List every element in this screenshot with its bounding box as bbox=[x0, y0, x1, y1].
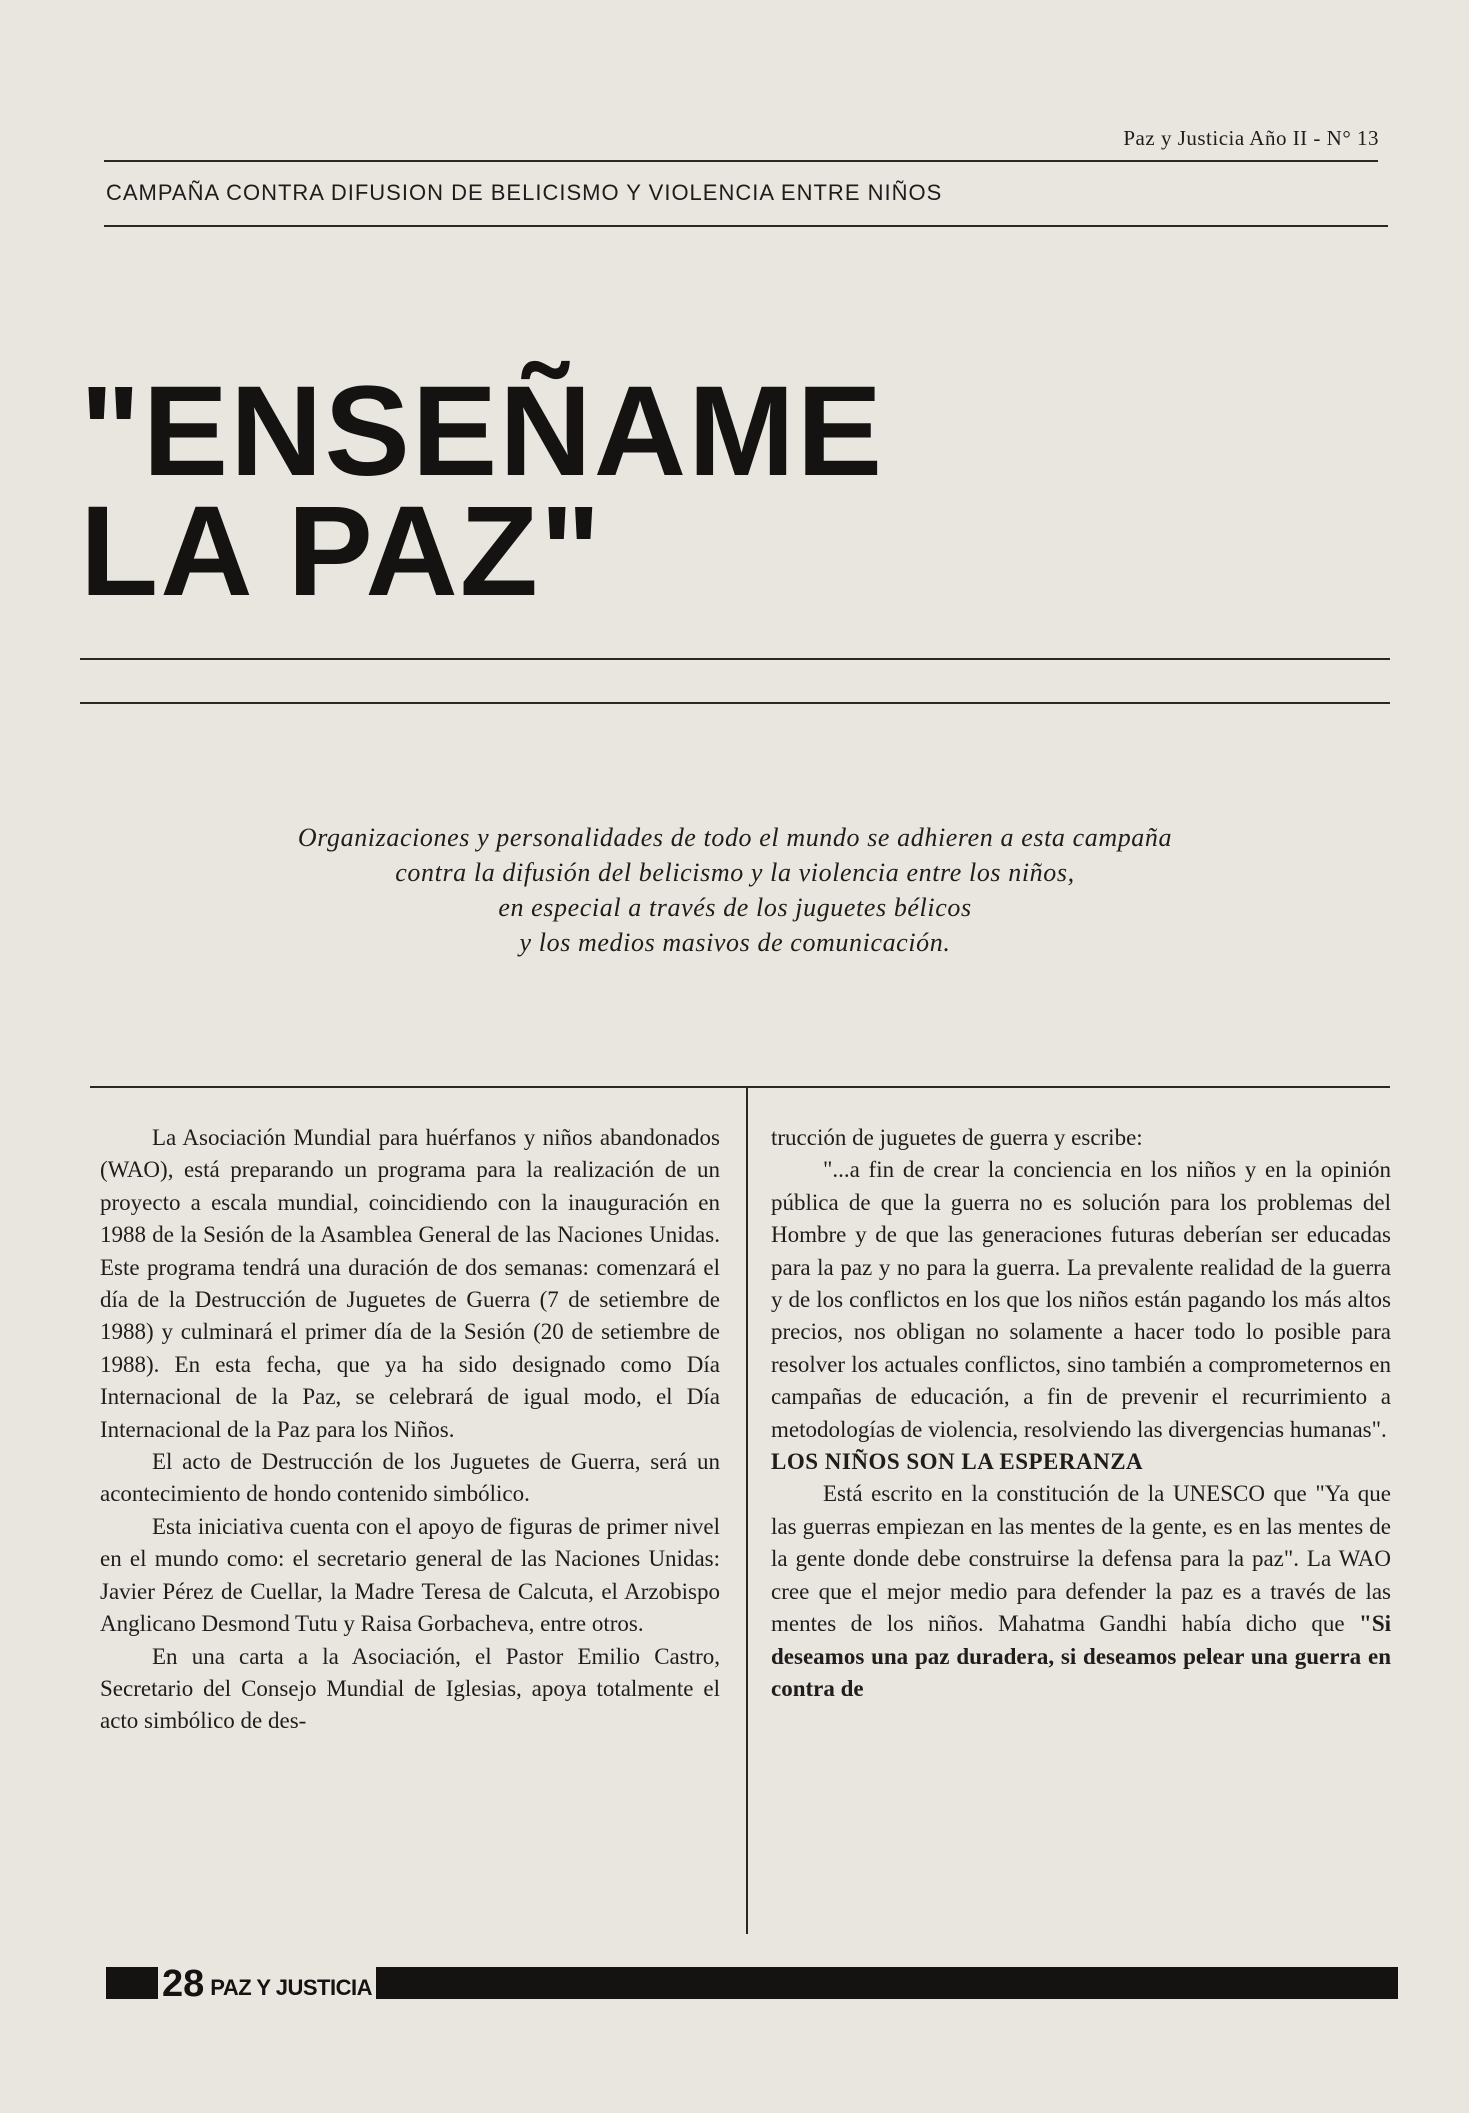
paragraph: trucción de juguetes de guerra y escribe: bbox=[771, 1125, 1143, 1150]
subtitle-line: contra la difusión del belicismo y la violencia entre los niños, bbox=[395, 858, 1075, 887]
publication-name: PAZ Y JUSTICIA bbox=[210, 1975, 372, 2000]
paragraph-text: Está escrito en la constitución de la UNESCO que "Ya que las guerras empiezan en las mentes de la gente, es en las mentes de la gente donde debe construirse la defensa para la paz". La WAO cree que el mejor medio para defender la paz es a través de las mentes de los niños. Mahatma Gandhi había dicho que bbox=[771, 1481, 1391, 1637]
headline-rule-bottom bbox=[80, 702, 1390, 704]
section-kicker: CAMPAÑA CONTRA DIFUSION DE BELICISMO Y VIOLENCIA ENTRE NIÑOS bbox=[106, 180, 943, 205]
subtitle bbox=[180, 820, 1290, 960]
subtitle-line: Organizaciones y personalidades de todo el mundo se adhieren a esta campaña bbox=[297, 823, 1173, 852]
headline-rule-top bbox=[80, 658, 1390, 660]
paragraph: En una carta a la Asociación, el Pastor Emilio Castro, Secretario del Consejo Mundial de Iglesias, apoya totalmente el acto simbólico de des- bbox=[100, 1643, 720, 1734]
issue-label: Paz y Justicia Año II - N° 13 bbox=[1123, 126, 1379, 150]
bold-quote: "Si deseamos una paz duradera, si deseamos pelear una guerra en contra de bbox=[771, 1611, 1391, 1701]
subtitle-line: y los medios masivos de comunicación. bbox=[519, 928, 951, 957]
article-column-right bbox=[771, 1122, 1391, 1705]
headline-line-1: "ENSEÑAME bbox=[80, 360, 885, 503]
quote-paragraph: "...a fin de crear la conciencia en los niños y en la opinión pública de que la guerra no es solución para los problemas del Hombre y de que las generaciones futuras deberían ser educadas para la paz y no para la guerra. La prevalente realidad de la guerra y de los conflictos en los que los niños están pagando los más altos precios, nos obligan no solamente a hacer todo lo posible para resolver los actuales conflictos, sino también a comprometernos en campañas de educación, a fin de prevenir el recurrimiento a metodologías de violencia, resolviendo las divergencias humanas". bbox=[771, 1157, 1391, 1442]
paragraph: La Asociación Mundial para huérfanos y niños abandonados (WAO), está preparando un programa para la realización de un proyecto a escala mundial, coincidiendo con la inauguración en 1988 de la Sesión de la Asamblea General de las Naciones Unidas. Este programa tendrá una duración de dos semanas: comenzará el día de la Destrucción de Juguetes de Guerra (7 de setiembre de 1988) y culminará el primer día de la Sesión (20 de setiembre de 1988). En esta fecha, que ya ha sido designado como Día Internacional de la Paz, se celebrará de igual modo, el Día Internacional de la Paz para los Niños. bbox=[100, 1125, 720, 1442]
article-column-left bbox=[100, 1122, 720, 1738]
paragraph bbox=[771, 1478, 1391, 1705]
page-number: 28 bbox=[162, 1963, 205, 2005]
section-subhead: LOS NIÑOS SON LA ESPERANZA bbox=[771, 1449, 1144, 1475]
subtitle-line: en especial a través de los juguetes bélicos bbox=[498, 893, 972, 922]
header-rule bbox=[104, 160, 1378, 162]
kicker-rule bbox=[104, 225, 1388, 227]
body-top-rule bbox=[90, 1086, 1390, 1088]
paragraph: Esta iniciativa cuenta con el apoyo de figuras de primer nivel en el mundo como: el secretario general de las Naciones Unidas: Javier Pérez de Cuellar, la Madre Teresa de Calcuta, el Arzobispo Anglicano Desmond Tutu y Raisa Gorbacheva, entre otros. bbox=[100, 1513, 720, 1637]
column-divider bbox=[746, 1088, 748, 1934]
footer-folio bbox=[158, 1960, 376, 2004]
headline bbox=[80, 360, 885, 623]
headline-line-2: LA PAZ" bbox=[80, 480, 603, 623]
paragraph: El acto de Destrucción de los Juguetes de Guerra, será un acontecimiento de hondo contenido simbólico. bbox=[100, 1449, 720, 1507]
